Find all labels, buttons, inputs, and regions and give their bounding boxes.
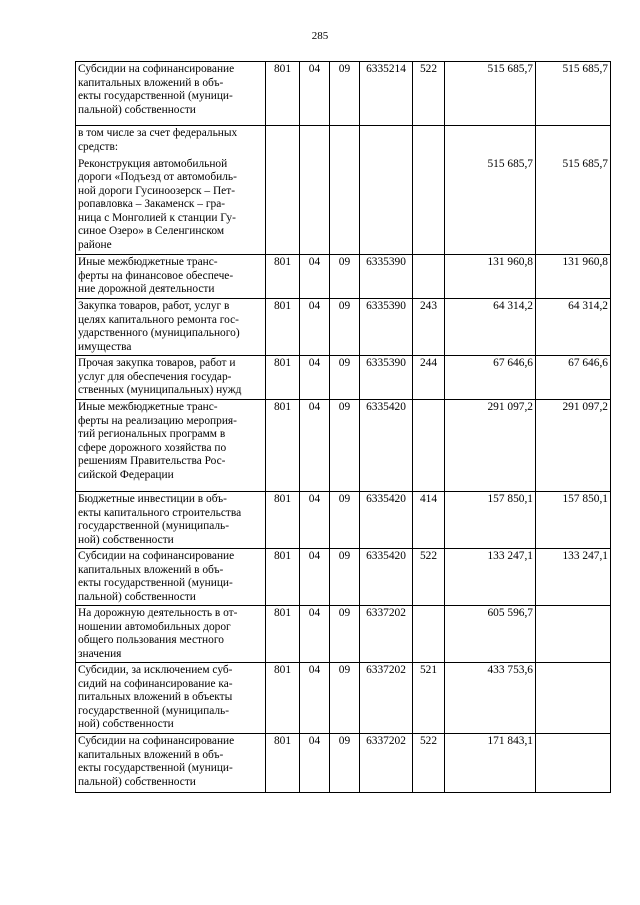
subsection-code — [330, 157, 360, 255]
row-name-line: Субсидии на софинансирование — [78, 735, 235, 747]
row-name-line: государственной (муниципаль- — [78, 520, 230, 532]
row-name-line: ной) собственности — [78, 718, 174, 730]
amount-plan — [445, 126, 536, 157]
expense-type-code — [413, 255, 445, 299]
row-name-line: екты капитального строительства — [78, 506, 242, 519]
row-name-line: капитальных вложений в объ- — [78, 748, 224, 761]
subsection-code: 09 — [330, 492, 360, 549]
subsection-code: 09 — [330, 62, 360, 126]
row-name-line: ропавловка – Закаменск – гра- — [78, 198, 226, 210]
row-name-line: районе — [78, 238, 112, 251]
section-code: 04 — [300, 62, 330, 126]
subsection-code: 09 — [330, 400, 360, 492]
section-code: 04 — [300, 549, 330, 606]
row-name-line: ной дороги Гусиноозерск – Пет- — [78, 184, 235, 197]
amount-federal: 131 960,8 — [536, 255, 611, 299]
row-name-line: Иные межбюджетные транс- — [78, 256, 218, 268]
section-code: 04 — [300, 492, 330, 549]
amount-plan: 131 960,8 — [445, 255, 536, 299]
row-name-line: решениям Правительства Рос- — [78, 455, 226, 467]
table-row — [76, 299, 611, 356]
amount-plan: 157 850,1 — [445, 492, 536, 549]
row-name-line: Иные межбюджетные транс- — [78, 401, 218, 413]
amount-federal — [536, 734, 611, 793]
row-name-line: тий региональных программ в — [78, 428, 226, 440]
row-name-line: капитальных вложений в объ- — [78, 76, 224, 89]
subsection-code: 09 — [330, 356, 360, 400]
subsection-code — [330, 126, 360, 157]
row-name-line: общего пользования местного — [78, 634, 224, 646]
row-name-line: синое Озеро» в Селенгинском — [78, 225, 225, 237]
row-name-line: услуг для обеспечения государ- — [78, 370, 232, 383]
row-name-line: пальной) собственности — [78, 103, 196, 116]
table-row — [76, 126, 611, 157]
row-name — [76, 356, 266, 400]
table-row — [76, 255, 611, 299]
target-article-code: 6335420 — [360, 400, 413, 492]
row-name-line: в том числе за счет федеральных — [78, 127, 238, 139]
row-name-line: ственных (муниципальных) нужд — [78, 384, 242, 396]
amount-plan: 171 843,1 — [445, 734, 536, 793]
target-article-code: 6337202 — [360, 663, 413, 734]
amount-plan: 133 247,1 — [445, 549, 536, 606]
amount-plan: 64 314,2 — [445, 299, 536, 356]
row-name-line: екты государственной (муници- — [78, 762, 233, 774]
row-name-line: ние дорожной деятельности — [78, 283, 215, 295]
row-name-line: ница с Монголией к станции Гу- — [78, 211, 236, 224]
row-name — [76, 299, 266, 356]
subsection-code: 09 — [330, 255, 360, 299]
row-name-line: целях капитального ремонта гос- — [78, 313, 239, 326]
row-name — [76, 157, 266, 255]
amount-plan: 291 097,2 — [445, 400, 536, 492]
row-name-line: средств: — [78, 140, 119, 153]
row-name-line: екты государственной (муници- — [78, 577, 233, 589]
amount-federal: 291 097,2 — [536, 400, 611, 492]
subsection-code: 09 — [330, 549, 360, 606]
table-row — [76, 356, 611, 400]
row-name-line: ношении автомобильных дорог — [78, 620, 231, 633]
row-name-line: Прочая закупка товаров, работ и — [78, 357, 236, 369]
row-name-line: пальной) собственности — [78, 775, 196, 788]
row-name-line: Субсидии на софинансирование — [78, 550, 235, 562]
amount-federal — [536, 663, 611, 734]
amount-federal: 515 685,7 — [536, 157, 611, 255]
row-name-line: капитальных вложений в объ- — [78, 563, 224, 576]
amount-federal: 515 685,7 — [536, 62, 611, 126]
row-name — [76, 734, 266, 793]
ministry-code — [266, 126, 300, 157]
ministry-code: 801 — [266, 663, 300, 734]
target-article-code — [360, 157, 413, 255]
target-article-code — [360, 126, 413, 157]
target-article-code: 6335214 — [360, 62, 413, 126]
row-name-line: имущества — [78, 340, 132, 353]
target-article-code: 6335390 — [360, 356, 413, 400]
table-row — [76, 606, 611, 663]
row-name — [76, 400, 266, 492]
target-article-code: 6335390 — [360, 255, 413, 299]
row-name-line: ферты на финансовое обеспече- — [78, 269, 234, 282]
target-article-code: 6337202 — [360, 606, 413, 663]
row-name-line: Реконструкция автомобильной — [78, 157, 228, 170]
ministry-code: 801 — [266, 356, 300, 400]
row-name-line: значения — [78, 647, 122, 660]
row-name — [76, 663, 266, 734]
expense-type-code — [413, 606, 445, 663]
expense-type-code — [413, 157, 445, 255]
row-name-line: ферты на реализацию мероприя- — [78, 414, 237, 427]
amount-plan: 67 646,6 — [445, 356, 536, 400]
row-name — [76, 549, 266, 606]
row-name-line: сидий на софинансирование ка- — [78, 677, 233, 690]
amount-federal: 133 247,1 — [536, 549, 611, 606]
amount-federal — [536, 606, 611, 663]
expense-type-code — [413, 126, 445, 157]
amount-plan: 515 685,7 — [445, 157, 536, 255]
ministry-code: 801 — [266, 62, 300, 126]
row-name-line: дороги «Подъезд от автомобиль- — [78, 171, 237, 183]
table-row — [76, 62, 611, 126]
table-row — [76, 492, 611, 549]
expense-type-code: 414 — [413, 492, 445, 549]
row-name-line: государственной (муниципаль- — [78, 704, 230, 717]
amount-plan: 605 596,7 — [445, 606, 536, 663]
page-number: 285 — [311, 30, 329, 42]
table-row — [76, 400, 611, 492]
amount-federal — [536, 126, 611, 157]
row-name-line: ударственного (муниципального) — [78, 327, 240, 339]
section-code: 04 — [300, 663, 330, 734]
target-article-code: 6335420 — [360, 492, 413, 549]
subsection-code: 09 — [330, 606, 360, 663]
subsection-code: 09 — [330, 734, 360, 793]
section-code — [300, 126, 330, 157]
target-article-code: 6335390 — [360, 299, 413, 356]
section-code: 04 — [300, 299, 330, 356]
section-code: 04 — [300, 606, 330, 663]
section-code: 04 — [300, 400, 330, 492]
row-name-line: Закупка товаров, работ, услуг в — [78, 300, 230, 312]
row-name — [76, 62, 266, 126]
row-name-line: сфере дорожного хозяйства по — [78, 441, 227, 454]
expense-type-code: 244 — [413, 356, 445, 400]
ministry-code: 801 — [266, 606, 300, 663]
amount-federal: 64 314,2 — [536, 299, 611, 356]
target-article-code: 6335420 — [360, 549, 413, 606]
amount-plan: 433 753,6 — [445, 663, 536, 734]
expense-type-code: 522 — [413, 734, 445, 793]
ministry-code: 801 — [266, 299, 300, 356]
row-name-line: Бюджетные инвестиции в объ- — [78, 493, 227, 505]
row-name-line: сийской Федерации — [78, 468, 174, 481]
section-code: 04 — [300, 255, 330, 299]
expense-type-code: 522 — [413, 549, 445, 606]
subsection-code: 09 — [330, 299, 360, 356]
table-row — [76, 157, 611, 255]
row-name — [76, 492, 266, 549]
section-code — [300, 157, 330, 255]
row-name-line: питальных вложений в объекты — [78, 691, 233, 703]
row-name-line: ной) собственности — [78, 533, 174, 546]
ministry-code — [266, 157, 300, 255]
expense-type-code: 243 — [413, 299, 445, 356]
row-name-line: пальной) собственности — [78, 590, 196, 603]
table-row — [76, 549, 611, 606]
row-name — [76, 255, 266, 299]
row-name — [76, 606, 266, 663]
amount-plan: 515 685,7 — [445, 62, 536, 126]
row-name-line: На дорожную деятельность в от- — [78, 607, 238, 619]
expense-type-code: 522 — [413, 62, 445, 126]
ministry-code: 801 — [266, 255, 300, 299]
row-name-line: Субсидии, за исключением суб- — [78, 664, 233, 676]
row-name-line: екты государственной (муници- — [78, 90, 233, 102]
row-name-line: Субсидии на софинансирование — [78, 63, 235, 75]
ministry-code: 801 — [266, 734, 300, 793]
ministry-code: 801 — [266, 549, 300, 606]
amount-federal: 157 850,1 — [536, 492, 611, 549]
expense-type-code: 521 — [413, 663, 445, 734]
ministry-code: 801 — [266, 400, 300, 492]
table-row — [76, 663, 611, 734]
section-code: 04 — [300, 356, 330, 400]
section-code: 04 — [300, 734, 330, 793]
subsection-code: 09 — [330, 663, 360, 734]
budget-table — [75, 61, 611, 793]
target-article-code: 6337202 — [360, 734, 413, 793]
table-row — [76, 734, 611, 793]
row-name — [76, 126, 266, 157]
amount-federal: 67 646,6 — [536, 356, 611, 400]
expense-type-code — [413, 400, 445, 492]
ministry-code: 801 — [266, 492, 300, 549]
